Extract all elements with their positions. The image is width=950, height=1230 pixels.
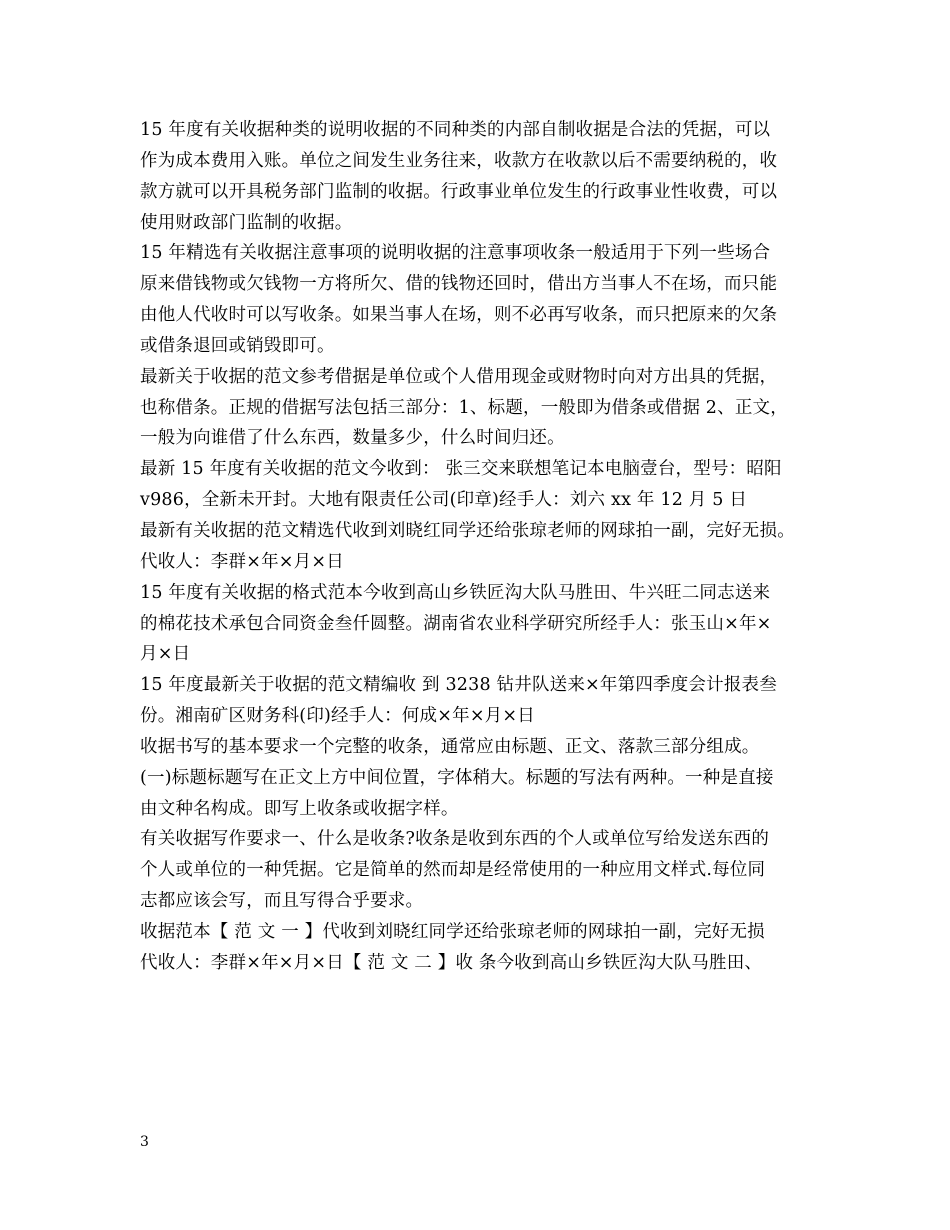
text-line: 15 年度有关收据种类的说明收据的不同种类的内部自制收据是合法的凭据，可以 <box>140 120 771 140</box>
text-line: 由文种名构成。即写上收条或收据字样。 <box>140 798 459 819</box>
text-line: 作为成本费用入账。单位之间发生业务往来，收款方在收款以后不需要纳税的，收 <box>140 150 778 171</box>
text-line: (一)标题标题写在正文上方中间位置，字体稍大。标题的写法有两种。一种是直接 <box>140 767 774 788</box>
text-line: 最新关于收据的范文参考借据是单位或个人借用现金或财物时向对方出具的凭据， <box>140 366 778 387</box>
text-line: 15 年精选有关收据注意事项的说明收据的注意事项收条一般适用于下列一些场合 <box>140 243 771 264</box>
text-line: 的棉花技术承包合同资金叁仟圆整。湖南省农业科学研究所经手人：张玉山×年× <box>140 613 772 634</box>
text-line: 使用财政部门监制的收据。 <box>140 212 353 233</box>
text-line: 份。湘南矿区财务科(印)经手人：何成×年×月×日 <box>140 706 535 727</box>
text-line: 有关收据写作要求一、什么是收条?收条是收到东西的个人或单位写给发送东西的 <box>140 829 770 850</box>
text-line: 代收人：李群×年×月×日 <box>140 551 344 572</box>
text-line: v986，全新未开封。大地有限责任公司(印章)经手人：刘六 xx 年 12 月 5 日 <box>140 490 748 511</box>
text-line: 最新有关收据的范文精选代收到刘晓红同学还给张琼老师的网球拍一副，完好无损。 <box>140 520 795 541</box>
text-line: 代收人：李群×年×月×日【 范 文 二 】收 条今收到高山乡铁匠沟大队马胜田、 <box>140 952 763 973</box>
text-line: 原来借钱物或欠钱物一方将所欠、借的钱物还回时，借出方当事人不在场，而只能 <box>140 274 778 295</box>
text-line: 也称借条。正规的借据写法包括三部分：1、标题，一般即为借条或借据 2、正文， <box>140 397 788 418</box>
text-line: 收据范本【 范 文 一 】代收到刘晓红同学还给张琼老师的网球拍一副，完好无损 <box>140 921 765 942</box>
text-line: 个人或单位的一种凭据。它是简单的然而却是经常使用的一种应用文样式.每位同 <box>140 860 766 881</box>
text-line: 志都应该会写，而且写得合乎要求。 <box>140 891 424 912</box>
text-line: 由他人代收时可以写收条。如果当事人在场，则不必再写收条，而只把原来的欠条 <box>140 305 778 326</box>
text-line: 或借条退回或销毁即可。 <box>140 335 335 356</box>
text-line: 一般为向谁借了什么东西，数量多少，什么时间归还。 <box>140 428 565 449</box>
document-body <box>140 115 820 979</box>
text-line: 月×日 <box>140 644 191 665</box>
page-number: 3 <box>140 1134 149 1150</box>
text-line: 款方就可以开具税务部门监制的收据。行政事业单位发生的行政事业性收费，可以 <box>140 181 778 202</box>
text-line: 收据书写的基本要求一个完整的收条，通常应由标题、正文、落款三部分组成。 <box>140 736 760 757</box>
text-line: 15 年度有关收据的格式范本今收到高山乡铁匠沟大队马胜田、牛兴旺二同志送来 <box>140 582 771 603</box>
text-line: 15 年度最新关于收据的范文精编收 到 3238 钻井队送来×年第四季度会计报表叁 <box>140 675 777 696</box>
text-line: 最新 15 年度有关收据的范文今收到： 张三交来联想笔记本电脑壹台，型号：昭阳 <box>140 459 782 480</box>
